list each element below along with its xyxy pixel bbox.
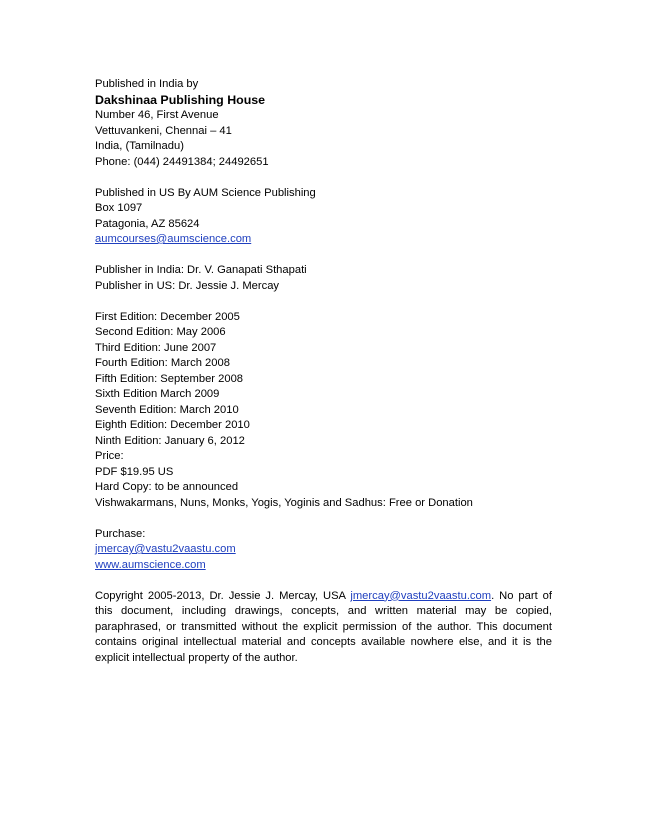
copyright-prefix: Copyright 2005-2013, Dr. Jessie J. Mercay, USA [95, 589, 351, 602]
india-intro: Published in India by [95, 78, 199, 90]
us-email-link[interactable]: aumcourses@aumscience.com [95, 233, 252, 245]
us-publisher-block [95, 186, 552, 248]
price-hardcopy: Hard Copy: to be announced [95, 481, 239, 493]
publisher-us: Publisher in US: Dr. Jessie J. Mercay [95, 279, 280, 292]
editions-block [95, 310, 552, 512]
edition-line: Seventh Edition: March 2010 [95, 403, 239, 416]
us-box: Box 1097 [95, 202, 143, 214]
price-label: Price: [95, 450, 124, 462]
price-pdf: PDF $19.95 US [95, 465, 174, 478]
india-address-line-2: Vettuvankeni, Chennai – 41 [95, 124, 232, 137]
us-intro: Published in US By AUM Science Publishing [95, 186, 316, 199]
publishing-house-name: Dakshinaa Publishing House [95, 92, 266, 107]
edition-line: Eighth Edition: December 2010 [95, 419, 250, 431]
edition-line: Fourth Edition: March 2008 [95, 357, 230, 369]
publisher-india: Publisher in India: Dr. V. Ganapati Sthapati [95, 264, 307, 276]
purchase-email-link[interactable]: jmercay@vastu2vaastu.com [95, 543, 236, 555]
purchase-block [95, 527, 552, 574]
india-phone: Phone: (044) 24491384; 24492651 [95, 155, 269, 168]
edition-line: Sixth Edition March 2009 [95, 388, 220, 400]
india-address-line-1: Number 46, First Avenue [95, 109, 219, 121]
india-address-line-3: India, (Tamilnadu) [95, 140, 184, 152]
publishers-block [95, 263, 552, 294]
copyright-notice [95, 589, 552, 667]
spacer [95, 294, 552, 310]
copyright-page [95, 77, 552, 666]
edition-line: Ninth Edition: January 6, 2012 [95, 434, 245, 447]
edition-line: First Edition: December 2005 [95, 310, 240, 323]
spacer [95, 573, 552, 589]
us-city: Patagonia, AZ 85624 [95, 217, 200, 230]
purchase-label: Purchase: [95, 527, 146, 540]
spacer [95, 170, 552, 186]
edition-line: Second Edition: May 2006 [95, 326, 226, 338]
edition-line: Third Edition: June 2007 [95, 341, 217, 354]
copyright-email-link[interactable]: jmercay@vastu2vaastu.com [350, 589, 492, 602]
spacer [95, 511, 552, 527]
purchase-website-link[interactable]: www.aumscience.com [95, 558, 206, 571]
spacer [95, 248, 552, 264]
edition-line: Fifth Edition: September 2008 [95, 372, 244, 385]
india-publisher-block [95, 77, 552, 170]
price-special: Vishwakarmans, Nuns, Monks, Yogis, Yoginis and Sadhus: Free or Donation [95, 496, 473, 509]
copyright-suffix: . No part of this document, including drawings, concepts, and written material may be copied, paraphrased, or transmitted without the explicit permission of the author. This document contains original intellectual material and concepts available nowhere else, and it is the explicit intellectual property of the author. [95, 589, 553, 664]
